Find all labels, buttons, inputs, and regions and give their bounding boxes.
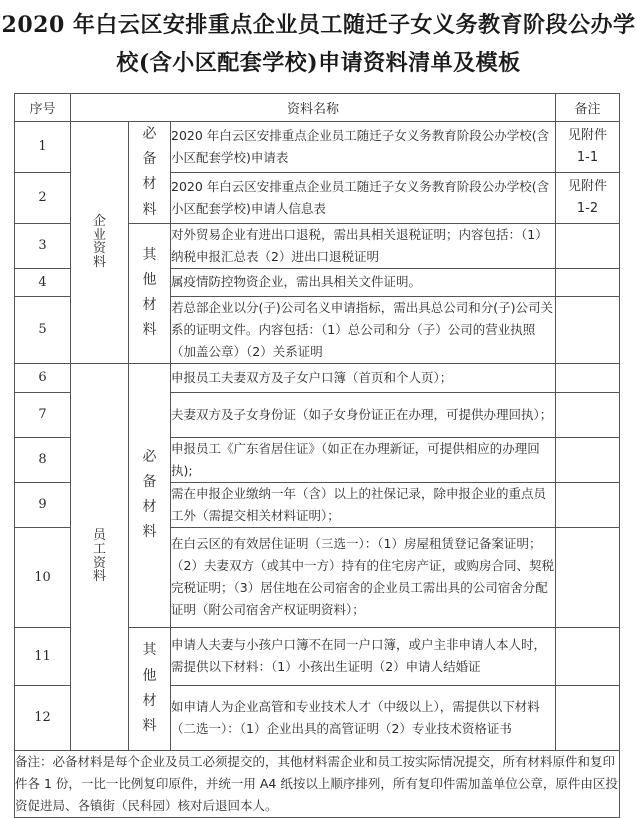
subsection-other-label: 其他材料	[142, 642, 157, 734]
row-seq: 10	[15, 527, 71, 627]
subsection-other-label: 其他材料	[142, 246, 157, 339]
row-note	[556, 392, 620, 437]
section-company-label: 企业资料	[93, 214, 107, 271]
row-seq: 6	[15, 363, 71, 392]
row-note	[556, 223, 620, 268]
row-content: 申报员工《广东省居住证》（如正在办理新证，可提供相应的办理回执);	[171, 437, 556, 482]
subsection-other	[129, 627, 171, 750]
subsection-required	[129, 363, 171, 627]
header-note: 备注	[556, 94, 620, 122]
materials-table	[14, 93, 620, 818]
header-name: 资料名称	[71, 94, 556, 122]
row-seq: 9	[15, 482, 71, 527]
section-company	[71, 122, 129, 364]
subsection-required	[129, 122, 171, 224]
section-employee-label: 员工资料	[93, 528, 107, 585]
row-content: 在白云区的有效居住证明（三选一）：（1）房屋租赁登记备案证明；（2）夫妻双方（或其中一方）持有的住宅房产证，或购房合同、契税完税证明；（3）居住地在公司宿舍的企业员工需出具的公司宿舍分配证明（附公司宿舍产权证明资料）；	[171, 527, 556, 627]
row-seq: 12	[15, 685, 71, 750]
row-note	[556, 296, 620, 363]
row-seq: 1	[15, 122, 71, 173]
row-note	[556, 172, 620, 223]
row-content: 对外贸易企业有进出口退税，需出具相关退税证明；内容包括：（1）纳税申报汇总表（2）进出口退税证明	[171, 223, 556, 268]
row-seq: 4	[15, 268, 71, 296]
row-seq: 8	[15, 437, 71, 482]
row-content: 申报员工夫妻双方及子女户口簿（首页和个人页）；	[171, 363, 556, 392]
row-note	[556, 685, 620, 750]
row-content: 2020 年白云区安排重点企业员工随迁子女义务教育阶段公办学校(含小区配套学校)申请表	[171, 122, 556, 173]
section-employee	[71, 363, 129, 750]
subsection-other	[129, 223, 171, 363]
row-seq: 3	[15, 223, 71, 268]
row-content: 夫妻双方及子女身份证（如子女身份证正在办理，可提供办理回执）；	[171, 392, 556, 437]
row-note	[556, 482, 620, 527]
subsection-required-label: 必备材料	[142, 126, 157, 218]
row-note	[556, 363, 620, 392]
row-content: 需在申报企业缴纳一年（含）以上的社保记录，除申报企业的重点员工外（需提交相关材料证明）；	[171, 482, 556, 527]
note-line-2: 1-2	[576, 200, 599, 216]
row-seq: 11	[15, 627, 71, 685]
document-title-line-1: 2020 年白云区安排重点企业员工随迁子女义务教育阶段公办学	[1, 12, 636, 38]
row-seq: 2	[15, 172, 71, 223]
table-row	[15, 363, 620, 392]
row-note	[556, 122, 620, 173]
row-content: 2020 年白云区安排重点企业员工随迁子女义务教育阶段公办学校(含小区配套学校)申请人信息表	[171, 172, 556, 223]
row-note	[556, 437, 620, 482]
subsection-required-label: 必备材料	[142, 448, 157, 541]
row-content: 如申请人为企业高管和专业技术人才（中级以上），需提供以下材料（二选一）：（1）企业出具的高管证明（2）专业技术资格证书	[171, 685, 556, 750]
row-seq: 7	[15, 392, 71, 437]
row-seq: 5	[15, 296, 71, 363]
note-line-1: 见附件	[567, 127, 607, 143]
table-header-row	[15, 94, 620, 122]
note-line-1: 见附件	[567, 178, 607, 194]
row-note	[556, 627, 620, 685]
document-title-line-2: 校(含小区配套学校)申请资料清单及模板	[116, 50, 521, 76]
header-seq: 序号	[15, 94, 71, 122]
row-content: 若总部企业以分(子)公司名义申请指标，需出具总公司和分(子)公司关系的证明文件。内容包括：（1）总公司和分（子）公司的营业执照（加盖公章）（2）关系证明	[171, 296, 556, 363]
row-note	[556, 268, 620, 296]
row-content: 申请人夫妻与小孩户口簿不在同一户口簿，或户主非申请人本人时，需提供以下材料：（1）小孩出生证明（2）申请人结婚证	[171, 627, 556, 685]
footnote-text: 备注：必备材料是每个企业及员工必须提交的，其他材料需企业和员工按实际情况提交，所有材料原件和复印件各 1 份，一比一比例复印原件，并统一用 A4 纸按以上顺序排列，所有复印件需加盖单位公章，原件由区投资促进局、各镇街（民科园）核对后退回本人。	[15, 750, 620, 817]
table-row	[15, 122, 620, 173]
footnote-row	[15, 750, 620, 817]
note-line-2: 1-1	[576, 149, 599, 165]
row-content: 属疫情防控物资企业，需出具相关文件证明。	[171, 268, 556, 296]
row-note	[556, 527, 620, 627]
